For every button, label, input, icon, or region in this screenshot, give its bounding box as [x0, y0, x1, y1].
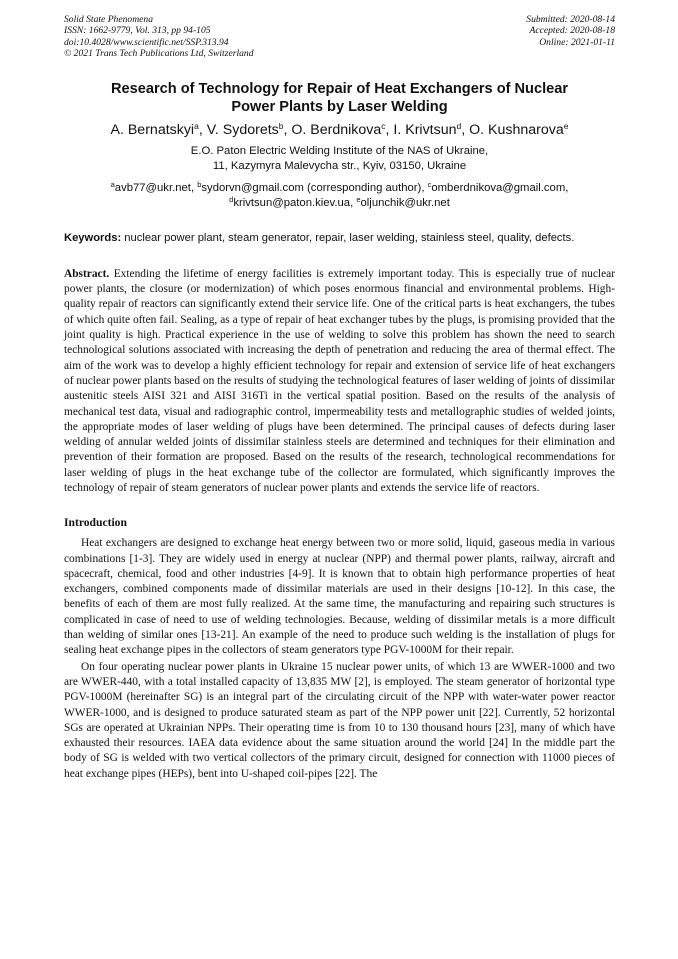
author: A. Bernatskyi$^a$, [110, 120, 207, 138]
paper-title [64, 80, 615, 116]
online-date: Online: 2021-01-11 [539, 36, 615, 48]
journal-header [64, 14, 615, 60]
author: I. Krivtsun$^d$, [393, 120, 470, 138]
accepted-date: Accepted: 2020-08-18 [529, 25, 615, 37]
abstract-text: Extending the lifetime of energy facilities is extremely important today. This is especially true of nuclear power plants, the closure (or modernization) of which poses enormous financial and environmental problems. High-quality repair of reactors can significantly extend their service life. One of the critical parts is heat exchangers, the tubes of which quite often fail. Sealing, as a type of repair of heat exchanger tubes by the plugs, is promising provided that the joint quality is high. Practical experience in the use of welding to solve this problem has shown the need to search technological solutions associated with increasing the depth of penetration and reducing the area of thermal effect. The aim of the work was to develop a highly efficient technology for repair and extension of service life of heat exchangers of nuclear power plants based on the results of studying the technological features of laser welding of joints of dissimilar austenitic steels AISI 321 and AISI 316Ti in the vertical spatial position. Based on the results of the analysis of mechanical test data, visual and radiographic control, impermeability tests and metallographic studies of welded joints, the appropriate modes of laser welding of plugs have been determined. The principal causes of defects during laser welding of annular welded joints of dissimilar stainless steels are determined and techniques for their elimination and prevention of their formation are proposed. Based on the results of the research, technological recommendations for laser welding of plugs in the heat exchange tube of the collector are formulated, which significantly improves the technology of repair of steam generators of nuclear power plants and extends the service life of reactors. [64, 267, 615, 494]
journal-info [64, 14, 254, 60]
keywords [64, 231, 615, 246]
emails-line-2: $^d$krivtsun@paton.kiev.ua, $^e$oljunchik@ukr.net [229, 194, 450, 209]
email-link[interactable]: omberdnikova@gmail.com, [431, 181, 569, 194]
author-emails [64, 181, 615, 211]
publication-dates [526, 14, 615, 60]
author: V. Sydorets$^b$, [206, 120, 292, 138]
author: O. Berdnikova$^c$, [291, 120, 394, 138]
affiliation-line-2: 11, Kazymyra Malevycha str., Kyiv, 03150, Ukraine [212, 159, 467, 172]
emails-line-1: $^a$avb77@ukr.net, $^b$sydorvn@gmail.com (corresponding author), $^c$omberdnikova@gmail.com, [110, 179, 569, 194]
affiliation [64, 144, 615, 174]
journal-name: Solid State Phenomena [64, 14, 153, 25]
email-link[interactable]: oljunchik@ukr.net [360, 196, 450, 209]
body-paragraph: On four operating nuclear power plants in Ukraine 15 nuclear power units, of which 13 are WWER-1000 and two are WWER-440, with a total installed capacity of 13,835 MW [2], is employed. The steam generator of horizontal type PGV-1000M (hereinafter SG) is an integral part of the circulating circuit of the NPP with water-water power reactor WWER-1000, and is designed to produce saturated steam as part of the NPP power unit [22]. Currently, 52 horizontal SGs are operated at Ukrainian NPPs. Their operating time is from 10 to 130 thousand hours [23], many of which have exhausted their resources. IAEA data evidence about the same situation around the world [24] In the middle part the body of SG is welded with two vertical collectors of the primary circuit, designed for connection with 11000 pieces of heat exchange pipes (HEPs), bent into U-shaped coil-pipes [22]. The [64, 660, 615, 780]
email-link[interactable]: avb77@ukr.net, [114, 181, 198, 194]
submitted-date: Submitted: 2020-08-14 [526, 14, 615, 25]
keywords-label: Keywords: [64, 231, 122, 244]
paper-title-line-1: Research of Technology for Repair of Heat Exchangers of Nuclear [110, 80, 569, 97]
paper-page [64, 14, 615, 782]
body-paragraph: Heat exchangers are designed to exchange heat energy between two or more solid, liquid, gaseous media in various combinations [1-3]. They are widely used in energy at nuclear (NPP) and thermal power plants, railway, aircraft and spacecraft, chemical, food and other industries [4-9]. It is known that to obtain high performance properties of heat exchangers, combined components made of dissimilar materials are used in their designs [10-12]. In this case, the benefits of each of them are most fully realized. At the same time, the manufacturing and repairing such structures is complicated in case of need to use of welding technologies. Because, welding of dissimilar metals is a more difficult than welding of similar ones [13-21]. An example of the need to produce such welding is the installation of plugs for sealing heat exchange pipes in the collectors of steam generators type PGV-1000M for their repair. [64, 537, 615, 657]
journal-issn: ISSN: 1662-9779, Vol. 313, pp 94-105 [64, 25, 211, 37]
abstract-label: Abstract. [64, 267, 110, 280]
author-list [64, 121, 615, 140]
email-link[interactable]: krivtsun@paton.kiev.ua, [233, 196, 357, 209]
section-heading-introduction: Introduction [64, 516, 127, 530]
journal-doi[interactable]: doi:10.4028/www.scientific.net/SSP.313.94 [64, 36, 229, 48]
keywords-text: nuclear power plant, steam generator, repair, laser welding, stainless steel, quality, defects. [121, 231, 575, 244]
abstract [64, 267, 615, 496]
affiliation-line-1: E.O. Paton Electric Welding Institute of the NAS of Ukraine, [190, 144, 489, 157]
email-link[interactable]: sydorvn@gmail.com (corresponding author), [201, 181, 428, 194]
journal-copyright: © 2021 Trans Tech Publications Ltd, Switzerland [64, 48, 254, 60]
paper-title-line-2: Power Plants by Laser Welding [231, 98, 448, 115]
author: O. Kushnarova$^e$ [469, 120, 569, 138]
